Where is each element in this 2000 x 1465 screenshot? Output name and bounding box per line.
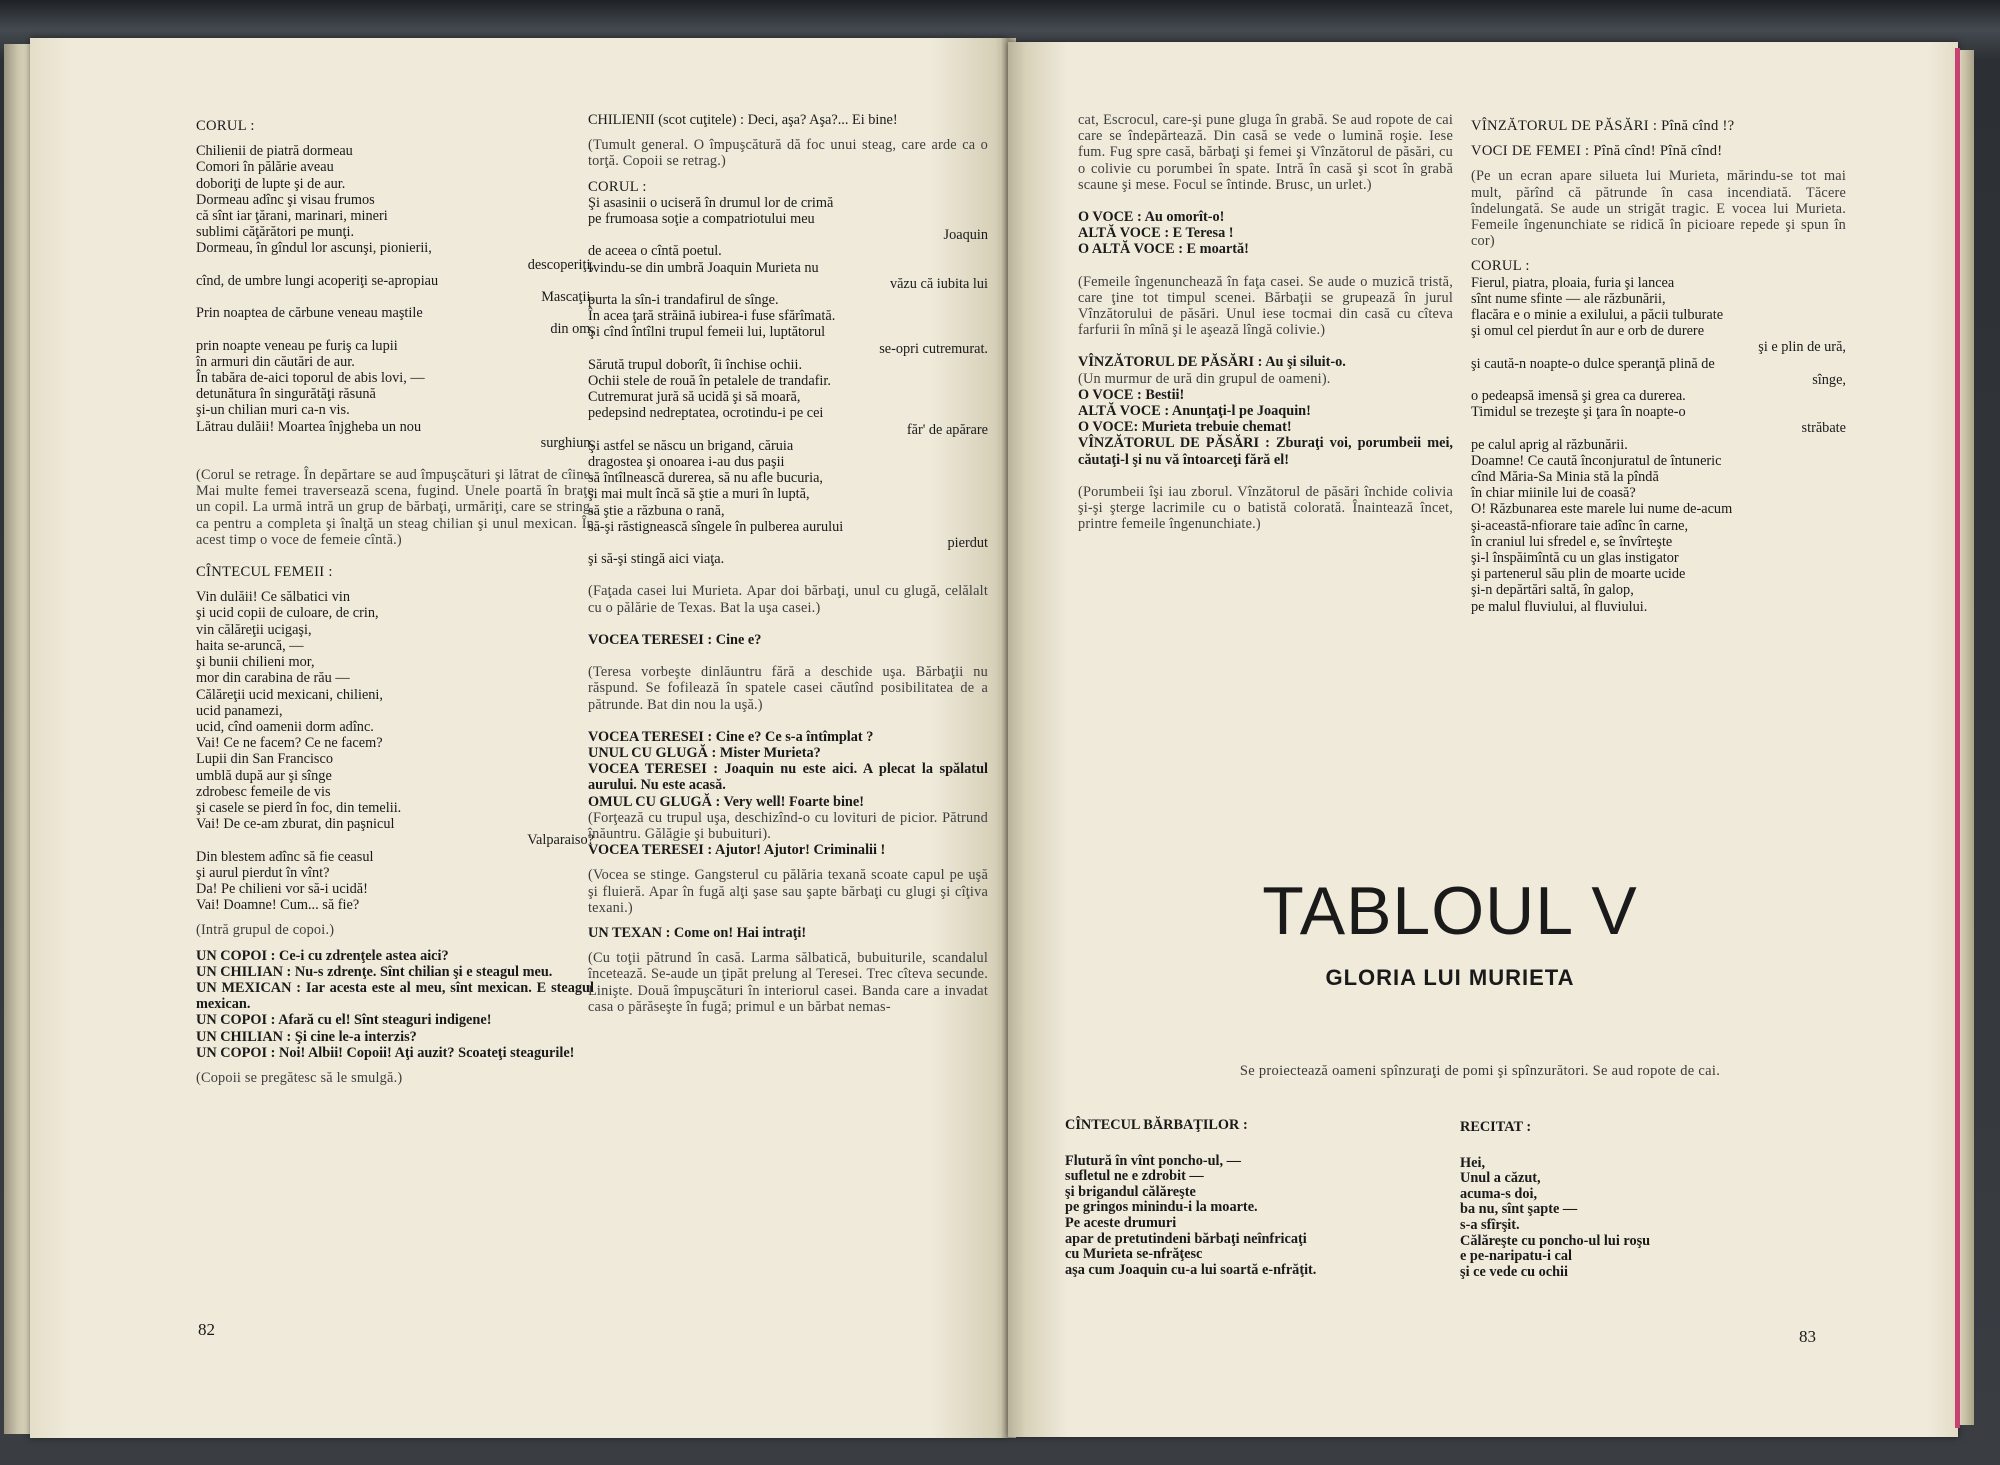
right-column-1 — [1078, 112, 1453, 532]
text-line: sublimi căţărători pe munţi. — [196, 224, 355, 241]
text-line: (Cu toţii pătrund în casă. Larma sălbatică, bubuiturile, scandalul încetează. Se-aude un ţipăt prelung al Teresei. Trec cîteva secunde. Linişte. Două împuşcături în interiorul casei. Banda care a invadat casa o părăseşte în fugă; primul e un bărbat nemas- — [588, 950, 988, 1015]
verse-line: Hei, — [1460, 1154, 1486, 1171]
stage-direction-projection: Se proiectează oameni spînzuraţi de pomi şi spînzurători. Se aud ropote de cai. — [1239, 1063, 1721, 1079]
page-number-right: 83 — [1799, 1327, 1816, 1346]
text-line: CÎNTECUL FEMEII : — [196, 564, 333, 581]
text-line: (Tumult general. O împuşcătură dă foc unui steag, care arde ca o torţă. Copoii se retrag.) — [588, 137, 988, 170]
text-line: O VOCE : Au omorît-o! — [1078, 209, 1225, 226]
left-page-stack — [4, 44, 32, 1434]
spacer — [196, 580, 594, 589]
text-line: ALTĂ VOCE : E Teresa ! — [1078, 225, 1234, 242]
text-line: şi omul cel pierdut în aur e orb de durere — [1471, 323, 1705, 340]
text-line: făr' de apărare — [906, 421, 988, 438]
text-line: umblă după aur şi sînge — [196, 767, 332, 784]
text-line: ALTĂ VOCE : Anunţaţi-l pe Joaquin! — [1078, 403, 1311, 420]
text-line: purta la sîn-i trandafirul de sînge. — [588, 292, 779, 309]
text-line: UN CHILIAN : Şi cine le-a interzis? — [196, 1028, 417, 1045]
text-line: sînt nume sfinte — ale răzbunării, — [1471, 290, 1666, 307]
text-line: şi-un chilian muri ca-n vis. — [196, 402, 350, 419]
text-line: Fierul, piatra, ploaia, furia şi lancea — [1471, 274, 1675, 291]
verse-line: s-a sfîrşit. — [1460, 1216, 1520, 1233]
text-line: pierdut — [947, 535, 988, 552]
text-line: (Vocea se stinge. Gangsterul cu pălăria texană scoate capul pe uşă şi fluieră. Apar în fugă alţi şase sau şapte bărbaţi cu glugi şi cîţiva texani.) — [588, 867, 988, 916]
right-page-stack — [1960, 50, 1974, 1425]
text-line: dragostea şi onoarea i-au dus paşii — [588, 454, 785, 471]
verse-line: aşa cum Joaquin cu-a lui soartă e-nfrăţit. — [1065, 1261, 1317, 1278]
text-line: CORUL : — [588, 178, 647, 195]
text-line: Ivindu-se din umbră Joaquin Murieta nu — [588, 259, 819, 276]
verse-line: Călăreşte cu poncho-ul lui roşu — [1460, 1232, 1651, 1249]
text-line: UN CHILIAN : Nu-s zdrenţe. Sînt chilian şi e steagul meu. — [196, 963, 553, 980]
text-line: UN MEXICAN : Iar acesta este al meu, sînt mexican. E steagul mexican. — [196, 979, 594, 1013]
left-page — [30, 38, 1008, 1438]
text-line: cînd, de umbre lungi acoperiţi se-apropiau — [196, 272, 439, 289]
spacer — [1471, 249, 1846, 258]
text-line: pe calul aprig al răzbunării. — [1471, 436, 1628, 453]
text-line: cînd Măria-Sa Minia stă la pîndă — [1471, 469, 1659, 486]
text-line: în craniul lui sfredel e, se învîrteşte — [1471, 533, 1673, 550]
text-line: În acea ţară străină iubirea-i fuse sfărîmată. — [588, 308, 836, 325]
spacer — [196, 548, 594, 564]
text-line: în armuri din căutări de aur. — [196, 353, 355, 370]
text-line: (Un murmur de ură din grupul de oameni). — [1078, 370, 1331, 387]
text-line: (Intră grupul de copoi.) — [196, 922, 335, 939]
text-line: CHILIENII (scot cuţitele) : Deci, aşa? Aşa?... Ei bine! — [588, 112, 898, 128]
left-column-2 — [588, 112, 988, 1015]
text-line: Chilienii de piatră dormeau — [196, 143, 353, 160]
spacer — [588, 648, 988, 664]
text-line: VOCEA TERESEI : Joaquin nu este aici. A plecat la spălatul aurului. Nu este acasă. — [588, 761, 988, 794]
text-line: şi-l înspăimîntă cu un glas instigator — [1471, 550, 1679, 567]
text-line: VOCI DE FEMEI : Pînă cînd! Pînă cînd! — [1471, 143, 1723, 160]
text-line: Lupii din San Francisco — [196, 751, 333, 768]
text-line: prin noapte veneau pe furiş ca lupii — [196, 337, 398, 354]
text-line: Şi astfel se născu un brigand, căruia — [588, 437, 794, 454]
verse-line: e pe-naripatu-i cal — [1460, 1248, 1572, 1265]
text-line: VOCEA TERESEI : Cine e? — [588, 631, 762, 648]
text-line: În tabăra de-aici toporul de abis lovi, — — [196, 370, 425, 387]
text-line: Din blestem adînc să fie ceasul — [196, 848, 374, 865]
text-line: şi-n depărtări saltă, în galop, — [1471, 582, 1634, 599]
act-title: TABLOUL V — [1262, 873, 1638, 949]
text-line: Joaquin — [943, 227, 988, 244]
text-line: CORUL : — [1471, 258, 1530, 275]
spacer — [588, 128, 988, 137]
text-line: VOCEA TERESEI : Ajutor! Ajutor! Criminalii ! — [588, 842, 886, 859]
text-line: ucid, cînd oamenii dorm adînc. — [196, 718, 374, 735]
text-line: Dormeau adînc şi visau frumos — [196, 191, 375, 208]
text-line: şi aurul pierdut în vînt? — [196, 864, 330, 881]
text-line: Sărută trupul doborît, îi închise ochii. — [588, 356, 803, 373]
text-line: descoperiţi, — [527, 256, 594, 273]
recitat-heading: RECITAT : — [1460, 1119, 1532, 1135]
text-line: de aceea o cîntă poetul. — [588, 243, 722, 260]
spacer — [196, 939, 594, 948]
text-line: Vai! De ce-am zburat, din paşnicul — [196, 816, 395, 833]
spacer — [588, 567, 988, 583]
text-line: cat, Escrocul, care-şi pune gluga în grabă. Se aud ropote de cai care se îndepărtează. Din casă se vede o lumină roşie. Iese fum. Fug spre casă, bărbaţi şi femei şi Vînzătorul de păsări, cu o colivie cu porumbei în spate. Intră în casă şi scot în grabă scaune şi mese. Focul se întinde. Brusc, un urlet.) — [1078, 112, 1453, 193]
text-line: UN COPOI : Ce-i cu zdrenţele astea aici? — [196, 947, 449, 964]
text-line: o pedeapsă imensă şi grea ca durerea. — [1471, 388, 1686, 405]
text-line: Ochii stele de rouă în petalele de trandafir. — [588, 373, 831, 390]
text-line: (Femeile îngenunchează în faţa casei. Se aude o muzică tristă, care ţine tot timpul scenei. Bărbaţii se grupează în jurul Vînzătorului de păsări. Unul iese tocmai din casă cu cîteva farfurii în mînă şi le aşează lîngă colivie.) — [1078, 273, 1453, 339]
text-line: O ALTĂ VOCE : E moartă! — [1078, 241, 1249, 258]
text-line: Mascaţii. — [541, 289, 594, 306]
text-line: pedepsind nedreptatea, ocrotindu-i pe cei — [588, 405, 824, 422]
text-line: şi bunii chilieni mor, — [196, 654, 315, 671]
verse-line: cu Murieta se-nfrăţesc — [1065, 1246, 1203, 1263]
text-line: Vai! Ce ne facem? Ce ne facem? — [196, 735, 383, 752]
text-line: vin călăreţii ucigaşi, — [196, 621, 312, 638]
text-line: şi caută-n noapte-o dulce speranţă plină de — [1471, 355, 1715, 372]
text-line: O! Răzbunarea este marele lui nume de-acum — [1471, 501, 1733, 518]
text-line: Şi asasinii o uciseră în drumul lor de crimă — [588, 194, 834, 211]
song-men-block — [1065, 1118, 1455, 1278]
text-line: şi partenerul său plin de moarte ucide — [1471, 566, 1686, 583]
page-number-left: 82 — [198, 1320, 215, 1339]
spacer — [1078, 338, 1453, 354]
text-line: să întîlnească durerea, să nu afle bucuria, — [588, 470, 823, 487]
spacer — [196, 913, 594, 922]
text-line: (Teresa vorbeşte dinlăuntru fără a deschide uşa. Bărbaţii nu răspund. Se fofilează în spatele casei căutînd posibilitatea de a pătrunde. Bat din nou la uşă.) — [588, 664, 988, 713]
spacer — [588, 170, 988, 179]
text-line: detunătura în singurătăţi răsună — [196, 386, 376, 403]
text-line: UNUL CU GLUGĂ : Mister Murieta? — [588, 744, 821, 761]
text-line: flacăra e o minie a exilului, a păcii tulburate — [1471, 307, 1724, 324]
text-line: VÎNZĂTORUL DE PĂSĂRI : Pînă cînd !? — [1471, 118, 1735, 134]
recitat-block — [1460, 1120, 1750, 1280]
text-line: că sînt iar ţărani, marinari, mineri — [196, 208, 388, 225]
verse-line: Flutură în vînt poncho-ul, — — [1065, 1152, 1241, 1169]
text-line: (Pe un ecran apare silueta lui Murieta, mărindu-se tot mai mult, părînd că pătrunde în casa incendiată. Tăcere îndelungată. Se aude un strigăt tragic. E vocea lui Murieta. Femeile îngenunchiate se ridică în picioare repede şi spun în cor) — [1471, 168, 1846, 250]
text-line: UN COPOI : Noi! Albii! Copoii! Aţi auzit? Scoateţi steagurile! — [196, 1044, 575, 1061]
text-line: şi ucid copii de culoare, de crin, — [196, 605, 379, 622]
text-line: surghiun. — [540, 434, 594, 451]
text-line: să ştie a răzbuna o rană, — [588, 502, 725, 519]
text-line: străbate — [1801, 420, 1846, 437]
verse-line: acuma-s doi, — [1460, 1185, 1538, 1202]
spacer — [588, 941, 988, 950]
spacer — [196, 1061, 594, 1070]
text-line: O VOCE: Murieta trebuie chemat! — [1078, 419, 1292, 436]
text-line: din om, — [550, 321, 594, 338]
verse-line: ba nu, sînt şapte — — [1460, 1201, 1578, 1218]
song-men-lines — [1065, 1154, 1455, 1279]
right-page — [1008, 42, 1958, 1437]
text-line: sînge, — [1812, 371, 1846, 388]
verse-line: şi brigandul călăreşte — [1065, 1183, 1196, 1200]
text-line: (Corul se retrage. În depărtare se aud împuşcături şi lătrat de cîine. Mai multe femei traversează scena, fugind. Unele poartă în braţe un copil. La urmă intră un grup de bărbaţi, urmăriţi, care se string, ca pentru a completa şi înalţă un steag chilian şi unul mexican. În acest timp o voce de femeie cîntă.) — [196, 467, 594, 548]
text-line: Da! Pe chilieni vor să-i ucidă! — [196, 880, 368, 897]
text-line: văzu că iubita lui — [889, 275, 988, 292]
text-line: Timidul se trezeşte şi ţara în noapte-o — [1471, 404, 1686, 421]
text-line: Dormeau, în gîndul lor ascunşi, pionierii, — [196, 240, 432, 257]
left-column-1 — [196, 118, 594, 1086]
text-line: Şi cînd întîlni trupul femeii lui, luptătorul — [588, 324, 826, 341]
spacer — [588, 916, 988, 925]
text-line: zdrobesc femeile de vis — [196, 783, 331, 800]
act-subtitle: GLORIA LUI MURIETA — [1325, 965, 1575, 990]
spacer — [196, 451, 594, 467]
text-line: să-şi răstignească sîngele în pulberea aurului — [588, 518, 844, 535]
spacer — [588, 713, 988, 729]
text-line: OMUL CU GLUGĂ : Very well! Foarte bine! — [588, 793, 864, 810]
text-line: CORUL : — [196, 118, 255, 134]
verse-line: Unul a căzut, — [1460, 1170, 1541, 1187]
text-line: pe frumoasa soţie a compatriotului meu — [588, 211, 815, 228]
recitat-lines — [1460, 1156, 1750, 1281]
text-line: VÎNZĂTORUL DE PĂSĂRI : Au şi siluit-o. — [1078, 354, 1346, 371]
text-line: (Porumbeii îşi iau zborul. Vînzătorul de păsări închide colivia şi-şi şterge lacrimile cu o batistă colorată. Înaintează încet, printre femeile îngenunchiate.) — [1078, 483, 1453, 533]
spacer — [1078, 258, 1453, 274]
text-line: şi-această-nfiorare taie adînc în carne, — [1471, 517, 1689, 534]
spacer — [1471, 134, 1846, 143]
text-line: Prin noaptea de cărbune veneau maştile — [196, 305, 423, 322]
verse-line: şi ce vede cu ochii — [1460, 1263, 1569, 1280]
spacer — [588, 858, 988, 867]
text-line: O VOCE : Bestii! — [1078, 386, 1185, 403]
text-line: şi e plin de ură, — [1758, 339, 1846, 356]
verse-line: apar de pretutindeni bărbaţi neînfricaţi — [1065, 1230, 1307, 1247]
text-line: şi mai mult încă să ştie a muri în luptă, — [588, 486, 810, 503]
text-line: (Faţada casei lui Murieta. Apar doi bărbaţi, unul cu glugă, celălalt cu o pălărie de Texas. Bat la uşa casei.) — [588, 583, 988, 616]
verse-line: sufletul ne e zdrobit — — [1065, 1168, 1204, 1185]
text-line: Comori în pălărie aveau — [196, 159, 334, 176]
verse-line: Pe aceste drumuri — [1065, 1214, 1177, 1231]
verse-line: pe gringos minindu-i la moarte. — [1065, 1199, 1258, 1216]
spacer — [588, 616, 988, 632]
text-line: Cutremurat jură să ucidă şi să moară, — [588, 389, 801, 406]
text-line: în chiar miinile lui de coasă? — [1471, 485, 1636, 502]
text-line: şi să-şi stingă aici viaţa. — [588, 551, 725, 568]
text-line: doboriţi de lupte şi de aur. — [196, 175, 346, 192]
text-line: (Forţează cu trupul uşa, deschizînd-o cu lovituri de picior. Pătrund înăuntru. Gălăgie şi bubuituri). — [588, 809, 988, 842]
text-line: Valparaiso? — [527, 832, 594, 849]
text-line: VÎNZĂTORUL DE PĂSĂRI : Zburaţi voi, porumbeii mei, căutaţi-l şi nu vă întoarceţi fără el! — [1078, 435, 1453, 468]
text-line: se-opri cutremurat. — [879, 340, 988, 357]
spacer — [1078, 193, 1453, 209]
song-men-heading: CÎNTECUL BĂRBAŢILOR : — [1065, 1117, 1248, 1133]
text-line: UN COPOI : Afară cu el! Sînt steaguri indigene! — [196, 1012, 492, 1029]
text-line: ucid panamezi, — [196, 702, 283, 719]
spacer — [1471, 159, 1846, 168]
spacer — [1078, 468, 1453, 484]
text-line: VOCEA TERESEI : Cine e? Ce s-a întîmplat ? — [588, 728, 874, 745]
right-column-2 — [1471, 118, 1846, 615]
text-line: Călăreţii ucid mexicani, chilieni, — [196, 686, 383, 703]
text-line: (Copoii se pregătesc să le smulgă.) — [196, 1069, 403, 1086]
text-line: pe malul fluviului, al fluviului. — [1471, 598, 1648, 615]
text-line: şi casele se pierd în foc, din temelii. — [196, 799, 402, 816]
text-line: UN TEXAN : Come on! Hai intraţi! — [588, 924, 807, 941]
spacer — [196, 134, 594, 143]
text-line: Vin dulăii! Ce sălbatici vin — [196, 589, 350, 606]
text-line: Lătrau dulăii! Moartea înjgheba un nou — [196, 418, 422, 435]
text-line: mor din carabina de rău — — [196, 670, 350, 687]
text-line: Doamne! Ce caută înconjuratul de întuneric — [1471, 452, 1722, 469]
text-line: Vai! Doamne! Cum... să fie? — [196, 897, 360, 914]
text-line: haita se-aruncă, — — [196, 637, 304, 654]
